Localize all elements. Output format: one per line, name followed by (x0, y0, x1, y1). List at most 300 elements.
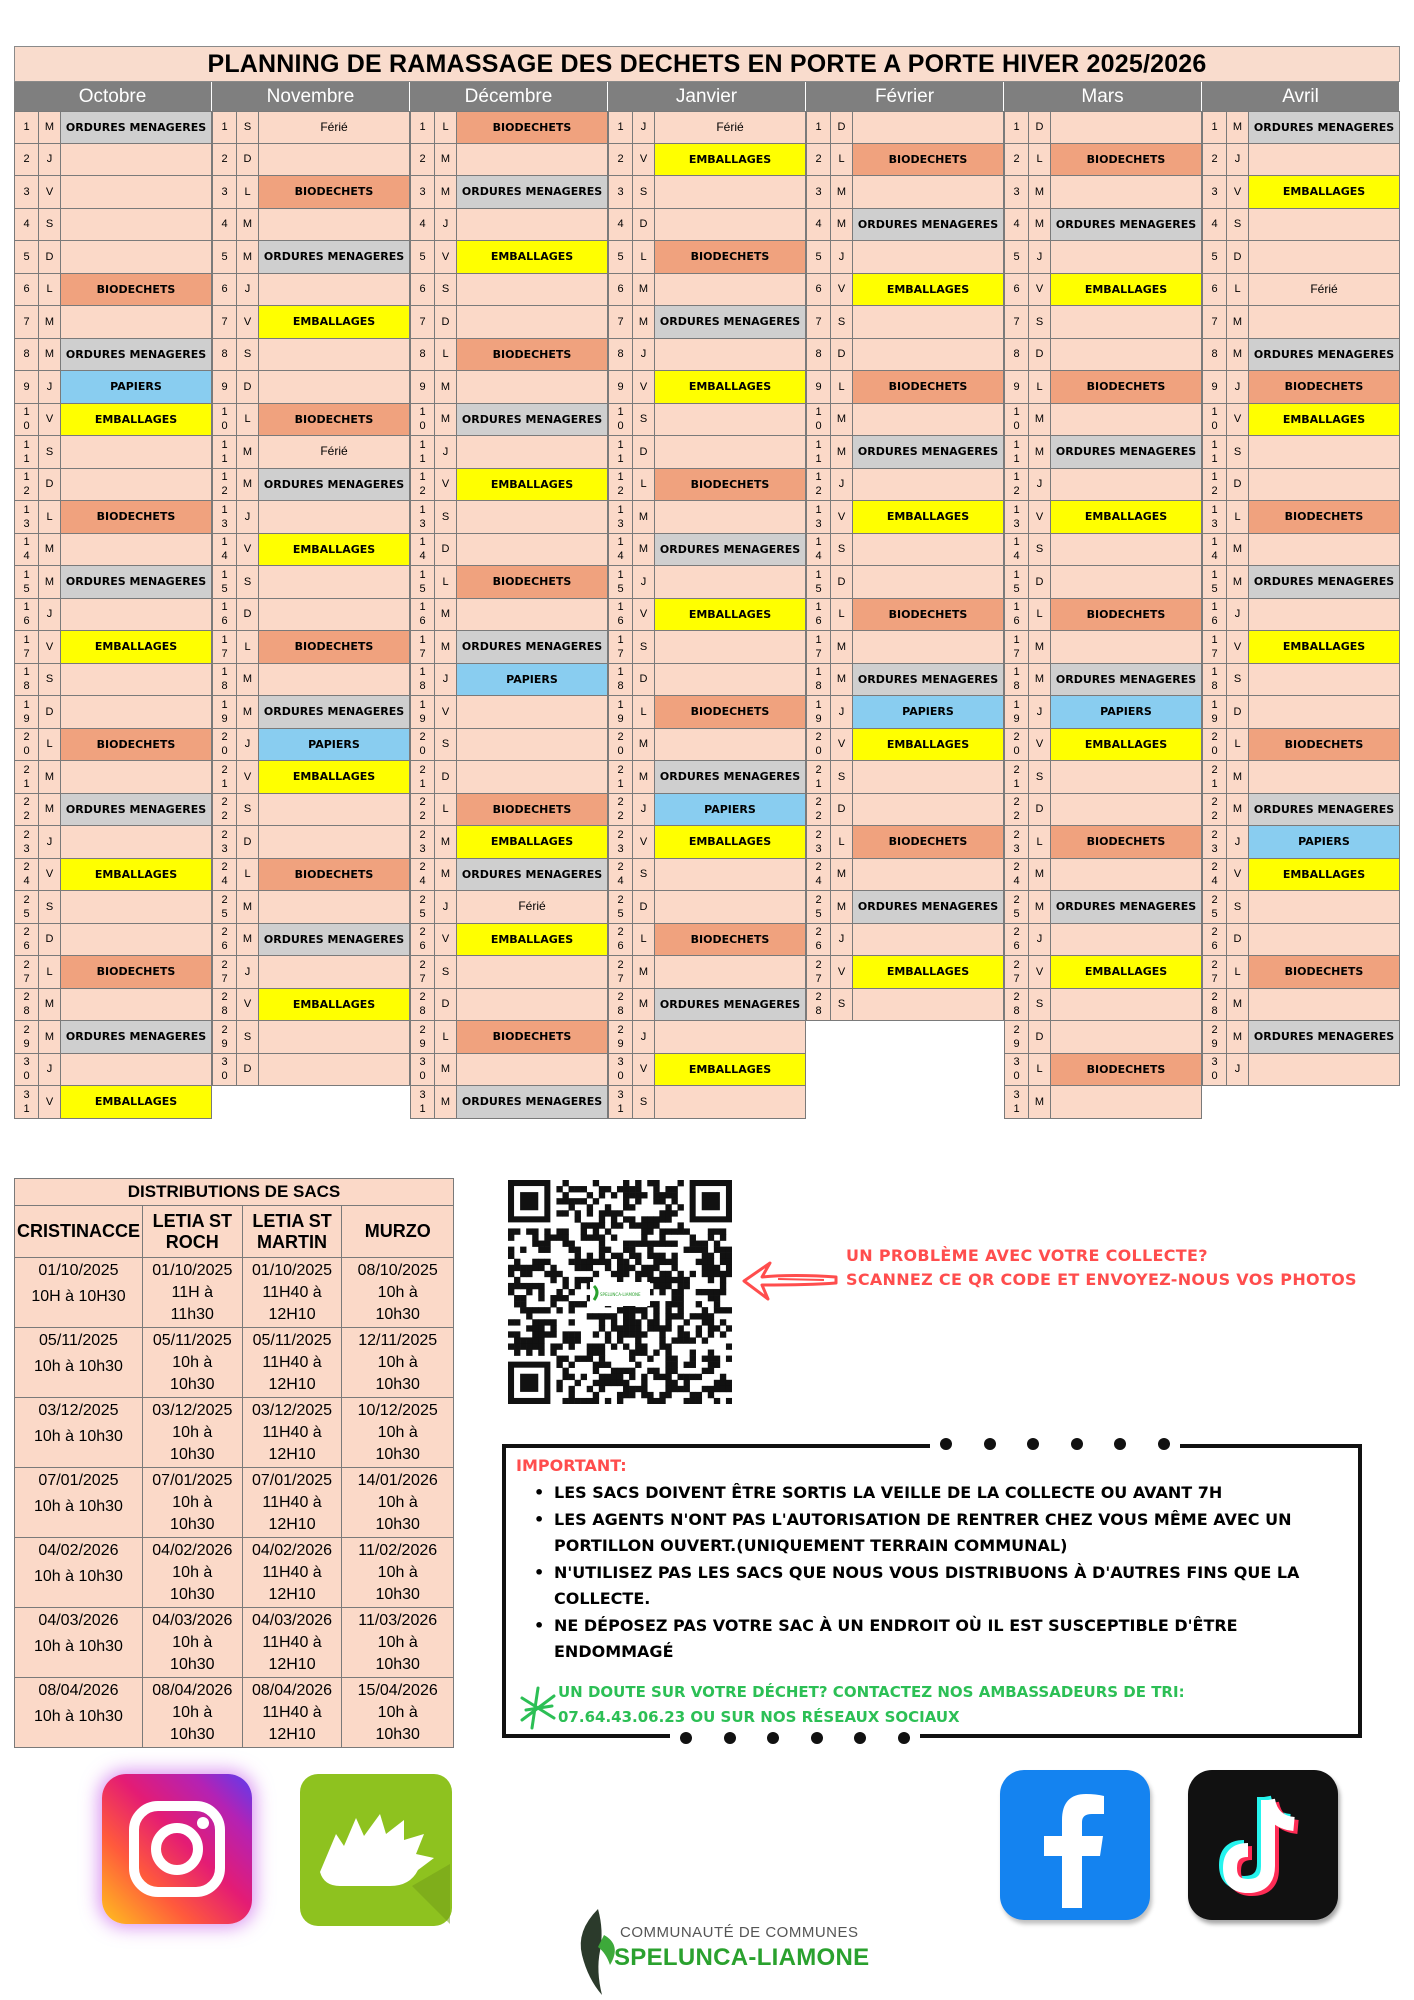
collection-event (61, 664, 211, 696)
collection-event: EMBALLAGES (457, 826, 607, 858)
weekday-letter: M (435, 176, 457, 208)
day-row (1202, 859, 1400, 892)
weekday-letter: S (237, 794, 259, 826)
day-row (410, 209, 608, 242)
weekday-letter: L (1227, 729, 1249, 761)
day-number: 24 (212, 859, 237, 891)
collection-event: EMBALLAGES (61, 404, 211, 436)
day-number: 13 (410, 501, 435, 533)
day-row (212, 306, 410, 339)
day-number: 27 (14, 956, 39, 988)
contact-info (558, 1680, 1318, 1730)
weekday-letter: V (435, 924, 457, 956)
weekday-letter: J (1227, 371, 1249, 403)
day-row (806, 599, 1004, 632)
distribution-date: 07/01/2025 (152, 1472, 233, 1489)
day-number: 2 (410, 144, 435, 176)
day-number: 26 (806, 924, 831, 956)
day-number: 17 (608, 631, 633, 663)
day-number: 6 (410, 274, 435, 306)
weekday-letter: V (633, 1054, 655, 1086)
contact-phone[interactable]: 07.64.43.06.23 OU SUR NOS RÉSEAUX SOCIAUX (558, 1708, 960, 1726)
day-row (608, 111, 806, 144)
day-number: 20 (212, 729, 237, 761)
day-number: 24 (410, 859, 435, 891)
weekday-letter: S (633, 404, 655, 436)
day-row (608, 209, 806, 242)
collection-event (853, 566, 1003, 598)
distribution-date: 01/10/2025 (252, 1262, 333, 1279)
day-number: 20 (1004, 729, 1029, 761)
weekday-letter: M (1029, 859, 1051, 891)
day-number: 17 (410, 631, 435, 663)
day-row (410, 371, 608, 404)
collection-event (1051, 566, 1201, 598)
day-number: 13 (1004, 501, 1029, 533)
weekday-letter: M (435, 371, 457, 403)
weekday-letter: L (1227, 501, 1249, 533)
weekday-letter: L (633, 696, 655, 728)
day-number: 24 (1202, 859, 1227, 891)
day-number: 24 (1004, 859, 1029, 891)
collection-event (457, 761, 607, 793)
distribution-cell (242, 1258, 342, 1328)
weekday-letter: L (39, 501, 61, 533)
collection-event (1249, 241, 1399, 273)
collection-event (655, 501, 805, 533)
weekday-letter: M (237, 891, 259, 923)
collection-event: ORDURES MENAGERES (457, 1086, 607, 1118)
collection-event (61, 761, 211, 793)
day-row (14, 599, 212, 632)
tiktok-icon[interactable] (1188, 1770, 1338, 1920)
collection-event: ORDURES MENAGERES (61, 794, 211, 826)
day-number: 17 (1004, 631, 1029, 663)
collection-event (655, 859, 805, 891)
day-row (14, 696, 212, 729)
collection-event: ORDURES MENAGERES (61, 1021, 211, 1053)
collection-event (61, 599, 211, 631)
distribution-time: 10h30 (375, 1376, 420, 1393)
collection-event: EMBALLAGES (457, 241, 607, 273)
collection-event (1051, 794, 1201, 826)
day-row (806, 339, 1004, 372)
day-number: 4 (1004, 209, 1029, 241)
collection-event (457, 371, 607, 403)
distribution-time: 10h30 (170, 1726, 215, 1743)
weekday-letter: V (831, 956, 853, 988)
day-row (14, 826, 212, 859)
day-row (410, 891, 608, 924)
collection-event: ORDURES MENAGERES (259, 924, 409, 956)
day-row (608, 599, 806, 632)
day-number: 6 (1202, 274, 1227, 306)
weekday-letter: L (1227, 274, 1249, 306)
weekday-letter: J (39, 826, 61, 858)
distribution-time: 10h à 10h30 (33, 1498, 123, 1515)
day-number: 6 (212, 274, 237, 306)
day-row (410, 176, 608, 209)
day-number: 15 (608, 566, 633, 598)
weekday-letter: L (237, 176, 259, 208)
weekday-letter: V (39, 1086, 61, 1118)
day-number: 5 (1202, 241, 1227, 273)
distribution-cell (342, 1538, 454, 1608)
day-row (608, 924, 806, 957)
weekday-letter: M (633, 729, 655, 761)
collection-event (655, 176, 805, 208)
day-row (1202, 1054, 1400, 1087)
collection-event (259, 339, 409, 371)
day-row (1202, 599, 1400, 632)
weekday-letter: M (633, 274, 655, 306)
collection-event: BIODECHETS (1051, 599, 1201, 631)
weekday-letter: L (435, 1021, 457, 1053)
weekday-letter: D (1227, 241, 1249, 273)
day-number: 22 (1202, 794, 1227, 826)
day-number: 28 (1202, 989, 1227, 1021)
collection-event: EMBALLAGES (1051, 729, 1201, 761)
collection-event (1249, 924, 1399, 956)
day-row (806, 891, 1004, 924)
day-number: 28 (806, 989, 831, 1021)
day-row (608, 956, 806, 989)
weekday-letter: V (1029, 501, 1051, 533)
day-row (1004, 241, 1202, 274)
day-row (1202, 404, 1400, 437)
day-number: 6 (806, 274, 831, 306)
collection-event (1051, 859, 1201, 891)
collection-event: ORDURES MENAGERES (457, 859, 607, 891)
distribution-date: 07/01/2025 (252, 1472, 333, 1489)
weekday-letter: M (39, 989, 61, 1021)
collection-event (457, 599, 607, 631)
collection-event (61, 696, 211, 728)
instagram-icon[interactable] (102, 1774, 252, 1924)
weekday-letter: D (633, 664, 655, 696)
important-item: • LES SACS DOIVENT ÊTRE SORTIS LA VEILLE DE LA COLLECTE OU AVANT 7H (520, 1480, 1320, 1506)
day-row (1004, 956, 1202, 989)
weekday-letter: D (1227, 924, 1249, 956)
day-row (14, 469, 212, 502)
month-header: Décembre (410, 82, 608, 111)
collection-event (1051, 469, 1201, 501)
day-row (410, 696, 608, 729)
weekday-letter: L (237, 631, 259, 663)
distribution-cell (342, 1258, 454, 1328)
weekday-letter: D (39, 469, 61, 501)
day-row (806, 371, 1004, 404)
day-row (14, 241, 212, 274)
distribution-cell (142, 1678, 242, 1748)
day-number: 6 (14, 274, 39, 306)
day-number: 13 (1202, 501, 1227, 533)
weekday-letter: M (633, 956, 655, 988)
collection-event (1051, 924, 1201, 956)
collection-event (853, 404, 1003, 436)
collection-event (1249, 599, 1399, 631)
day-number: 15 (212, 566, 237, 598)
day-number: 16 (806, 599, 831, 631)
collection-event (457, 144, 607, 176)
day-row (212, 729, 410, 762)
day-row (1202, 339, 1400, 372)
weekday-letter: V (633, 371, 655, 403)
day-row (608, 1054, 806, 1087)
day-row (806, 859, 1004, 892)
collection-event (61, 826, 211, 858)
day-number: 30 (608, 1054, 633, 1086)
day-number: 1 (1202, 112, 1227, 143)
weekday-letter: M (237, 436, 259, 468)
collection-event: BIODECHETS (1051, 1054, 1201, 1086)
collection-event: BIODECHETS (1249, 501, 1399, 533)
weekday-letter: V (237, 761, 259, 793)
day-number: 8 (212, 339, 237, 371)
day-number: 16 (1202, 599, 1227, 631)
distribution-time: 10h à 10h30 (33, 1708, 123, 1725)
day-row (806, 469, 1004, 502)
weekday-letter: S (831, 534, 853, 566)
day-row (1202, 144, 1400, 177)
weekday-letter: J (1227, 1054, 1249, 1086)
collection-event: PAPIERS (457, 664, 607, 696)
collection-event: BIODECHETS (61, 729, 211, 761)
distribution-time: 10h à (172, 1634, 213, 1651)
day-number: 7 (1202, 306, 1227, 338)
weekday-letter: M (831, 891, 853, 923)
day-row (410, 631, 608, 664)
day-row (1004, 989, 1202, 1022)
distribution-time: 10h30 (375, 1726, 420, 1743)
distribution-cell (15, 1398, 143, 1468)
month-column (410, 82, 608, 1119)
collection-event: ORDURES MENAGERES (655, 306, 805, 338)
day-row (1202, 696, 1400, 729)
day-number: 10 (212, 404, 237, 436)
day-number: 9 (806, 371, 831, 403)
day-row (410, 436, 608, 469)
weekday-letter: J (1029, 696, 1051, 728)
day-number: 5 (806, 241, 831, 273)
weekday-letter: L (831, 826, 853, 858)
distribution-date: 05/11/2025 (252, 1332, 332, 1349)
weekday-letter: V (39, 859, 61, 891)
distribution-time: 11H40 à (262, 1704, 322, 1721)
day-row (410, 144, 608, 177)
day-row (1004, 696, 1202, 729)
day-number: 14 (1202, 534, 1227, 566)
distribution-cell (242, 1468, 342, 1538)
weekday-letter: D (237, 826, 259, 858)
collection-event (655, 1021, 805, 1053)
weekday-letter: L (435, 566, 457, 598)
day-row (1004, 534, 1202, 567)
collection-event (61, 176, 211, 208)
collection-event (457, 501, 607, 533)
weekday-letter: M (633, 761, 655, 793)
distribution-time: 10h30 (375, 1446, 420, 1463)
day-row (1004, 1054, 1202, 1087)
day-row (212, 696, 410, 729)
day-row (608, 1021, 806, 1054)
distribution-time: 10h à (377, 1354, 418, 1371)
day-number: 23 (1004, 826, 1029, 858)
month-header: Mars (1004, 82, 1202, 111)
collection-event (259, 664, 409, 696)
distribution-row (15, 1258, 454, 1328)
collection-event (1051, 534, 1201, 566)
month-column (1004, 82, 1202, 1119)
day-row (608, 534, 806, 567)
day-row (410, 599, 608, 632)
collection-event (853, 241, 1003, 273)
day-row (608, 794, 806, 827)
weekday-letter: V (237, 306, 259, 338)
weekday-letter: J (633, 112, 655, 143)
day-row (410, 924, 608, 957)
weekday-letter: L (1029, 371, 1051, 403)
weekday-letter: D (633, 209, 655, 241)
day-number: 1 (14, 112, 39, 143)
day-number: 3 (1202, 176, 1227, 208)
distribution-cell (242, 1678, 342, 1748)
weekday-letter: S (1029, 989, 1051, 1021)
weekday-letter: M (435, 144, 457, 176)
header-letia-st-roch: LETIA ST ROCH (142, 1206, 242, 1258)
weekday-letter: L (39, 729, 61, 761)
day-row (212, 469, 410, 502)
day-number: 3 (14, 176, 39, 208)
day-row (1202, 664, 1400, 697)
day-number: 31 (608, 1086, 633, 1118)
collection-event: Férié (1310, 281, 1338, 296)
distribution-date: 08/04/2026 (252, 1682, 333, 1699)
collection-event (1249, 989, 1399, 1021)
day-row (608, 1086, 806, 1119)
collection-event (259, 274, 409, 306)
collection-event: ORDURES MENAGERES (655, 761, 805, 793)
collection-event: EMBALLAGES (853, 956, 1003, 988)
distribution-cell (342, 1328, 454, 1398)
day-number: 26 (410, 924, 435, 956)
day-row (410, 989, 608, 1022)
collection-event (1249, 209, 1399, 241)
distribution-cell (15, 1608, 143, 1678)
day-row (608, 989, 806, 1022)
distribution-time: 10h30 (170, 1516, 215, 1533)
day-number: 28 (608, 989, 633, 1021)
weekday-letter: S (1227, 891, 1249, 923)
distribution-time: 10H à 10H30 (31, 1288, 126, 1305)
weekday-letter: V (831, 274, 853, 306)
month-column (608, 82, 806, 1119)
collection-event (655, 729, 805, 761)
facebook-icon[interactable] (1000, 1770, 1150, 1920)
day-number: 16 (1004, 599, 1029, 631)
day-number: 22 (806, 794, 831, 826)
weekday-letter: S (1029, 761, 1051, 793)
day-number: 3 (410, 176, 435, 208)
distribution-row (15, 1608, 454, 1678)
day-number: 2 (14, 144, 39, 176)
weekday-letter: S (237, 566, 259, 598)
day-row (410, 404, 608, 437)
day-row (1004, 761, 1202, 794)
day-number: 13 (14, 501, 39, 533)
weekday-letter: V (237, 534, 259, 566)
weekday-letter: M (1029, 891, 1051, 923)
weekday-letter: S (633, 1086, 655, 1118)
collection-event: BIODECHETS (259, 176, 409, 208)
day-number: 1 (212, 112, 237, 143)
day-number: 21 (410, 761, 435, 793)
day-row (1004, 501, 1202, 534)
collection-event (853, 112, 1003, 143)
day-number: 3 (608, 176, 633, 208)
collection-event (853, 924, 1003, 956)
hedgehog-icon[interactable] (300, 1774, 452, 1926)
weekday-letter: V (1029, 274, 1051, 306)
weekday-letter: M (237, 209, 259, 241)
day-row (608, 566, 806, 599)
weekday-letter: L (633, 924, 655, 956)
collection-event (853, 339, 1003, 371)
distribution-time: 12H10 (268, 1516, 316, 1533)
day-row (806, 404, 1004, 437)
weekday-letter: L (1029, 599, 1051, 631)
day-number: 7 (608, 306, 633, 338)
distribution-time: 10h30 (170, 1586, 215, 1603)
weekday-letter: M (1029, 404, 1051, 436)
weekday-letter: D (831, 339, 853, 371)
day-row (608, 176, 806, 209)
day-row (14, 111, 212, 144)
day-row (1202, 209, 1400, 242)
day-row (212, 436, 410, 469)
collection-event: EMBALLAGES (61, 631, 211, 663)
weekday-letter: M (39, 566, 61, 598)
day-number: 22 (1004, 794, 1029, 826)
collection-event (61, 144, 211, 176)
day-number: 31 (410, 1086, 435, 1118)
day-number: 15 (14, 566, 39, 598)
weekday-letter: M (633, 306, 655, 338)
day-number: 26 (212, 924, 237, 956)
day-row (806, 241, 1004, 274)
day-row (212, 794, 410, 827)
distribution-date: 05/11/2025 (152, 1332, 232, 1349)
collection-event (61, 241, 211, 273)
day-row (1202, 111, 1400, 144)
day-row (410, 664, 608, 697)
day-number: 30 (14, 1054, 39, 1086)
weekday-letter: L (1227, 956, 1249, 988)
collection-event: ORDURES MENAGERES (1051, 891, 1201, 923)
day-number: 30 (212, 1054, 237, 1086)
distribution-time: 10h30 (375, 1306, 420, 1323)
weekday-letter: D (1029, 339, 1051, 371)
day-row (212, 241, 410, 274)
day-number: 13 (212, 501, 237, 533)
distribution-cell (142, 1538, 242, 1608)
day-row (14, 306, 212, 339)
weekday-letter: J (633, 794, 655, 826)
qr-code[interactable] (508, 1180, 732, 1404)
weekday-letter: L (831, 371, 853, 403)
contact-line1: UN DOUTE SUR VOTRE DÉCHET? CONTACTEZ NOS AMBASSADEURS DE TRI: (558, 1683, 1185, 1701)
day-number: 23 (212, 826, 237, 858)
